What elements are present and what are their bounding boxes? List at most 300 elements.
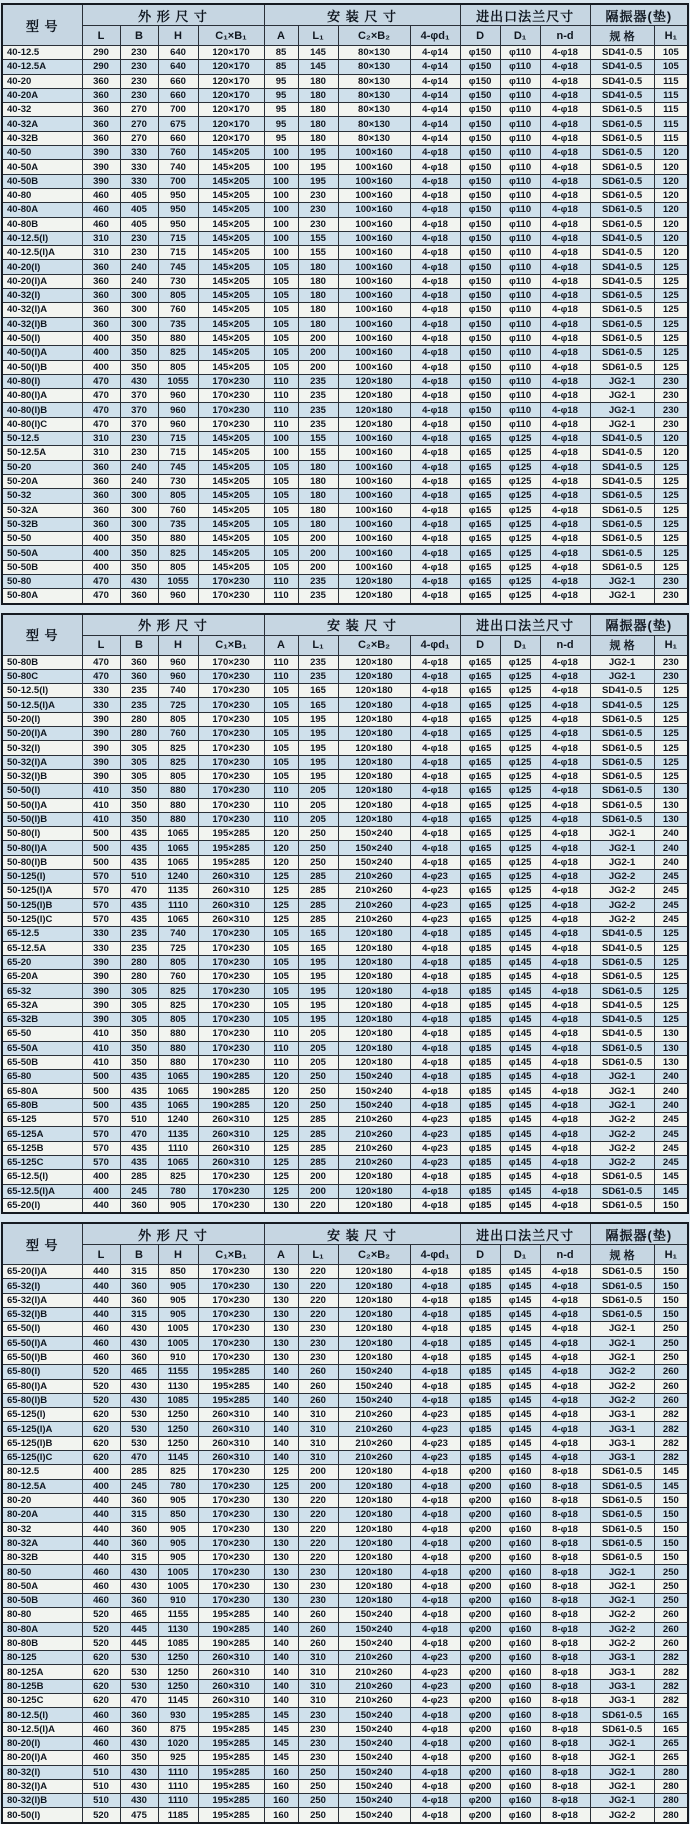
value-cell: 250: [298, 1098, 338, 1112]
value-cell: 120×180: [338, 589, 410, 604]
value-cell: 330: [120, 160, 158, 174]
table-row: [2, 1098, 688, 1112]
value-cell: 150×240: [338, 1636, 410, 1650]
value-cell: 120×180: [338, 1027, 410, 1041]
value-cell: 8-φ18: [540, 1694, 590, 1708]
value-cell: 150: [654, 1508, 688, 1522]
value-cell: 265: [654, 1736, 688, 1750]
value-cell: 1145: [158, 1451, 198, 1465]
value-cell: SD61-0.5: [590, 741, 654, 755]
table-row: [2, 798, 688, 812]
value-cell: 195×285: [198, 841, 264, 855]
value-cell: φ150: [460, 317, 500, 331]
value-cell: 4-φ18: [540, 1155, 590, 1169]
value-cell: 4-φ18: [410, 1779, 460, 1793]
value-cell: 360: [120, 1593, 158, 1607]
value-cell: 530: [120, 1436, 158, 1450]
spec-table-section-1: [1, 3, 689, 605]
value-cell: 300: [120, 289, 158, 303]
value-cell: SD41-0.5: [590, 260, 654, 274]
table-row: [2, 855, 688, 869]
col-header-12: H₁: [654, 635, 688, 655]
value-cell: 100×160: [338, 146, 410, 160]
table-row: [2, 1336, 688, 1350]
value-cell: JG2-2: [590, 1141, 654, 1155]
value-cell: φ200: [460, 1579, 500, 1593]
value-cell: 100: [264, 174, 298, 188]
table-row: [2, 698, 688, 712]
value-cell: 4-φ18: [540, 1170, 590, 1184]
value-cell: 310: [82, 446, 120, 460]
value-cell: SD61-0.5: [590, 1041, 654, 1055]
model-cell: 40-20: [2, 74, 82, 88]
value-cell: 130: [654, 1055, 688, 1069]
value-cell: JG2-2: [590, 1365, 654, 1379]
value-cell: 105: [264, 503, 298, 517]
value-cell: 4-φ18: [540, 1070, 590, 1084]
value-cell: SD61-0.5: [590, 174, 654, 188]
value-cell: 4-φ18: [410, 1170, 460, 1184]
value-cell: 245: [120, 1479, 158, 1493]
value-cell: φ165: [460, 474, 500, 488]
value-cell: 125: [654, 712, 688, 726]
value-cell: 195: [298, 146, 338, 160]
model-cell: 50-32: [2, 489, 82, 503]
value-cell: 230: [298, 1350, 338, 1364]
value-cell: 260×310: [198, 1694, 264, 1708]
value-cell: 200: [298, 532, 338, 546]
value-cell: JG3-1: [590, 1679, 654, 1693]
value-cell: 180: [298, 517, 338, 531]
value-cell: 1065: [158, 841, 198, 855]
value-cell: 310: [298, 1694, 338, 1708]
value-cell: 180: [298, 474, 338, 488]
value-cell: φ150: [460, 103, 500, 117]
value-cell: φ125: [500, 474, 540, 488]
model-cell: 40-80(I): [2, 374, 82, 388]
value-cell: 4-φ18: [540, 474, 590, 488]
value-cell: 4-φ14: [410, 117, 460, 131]
value-cell: φ145: [500, 1184, 540, 1198]
model-cell: 65-80(I)B: [2, 1393, 82, 1407]
table-row: [2, 1765, 688, 1779]
value-cell: 520: [82, 1608, 120, 1622]
value-cell: 305: [120, 755, 158, 769]
value-cell: 390: [82, 955, 120, 969]
table-row: [2, 1679, 688, 1693]
value-cell: 620: [82, 1665, 120, 1679]
value-cell: φ145: [500, 1379, 540, 1393]
value-cell: 4-φ14: [410, 88, 460, 102]
value-cell: 260: [298, 1393, 338, 1407]
value-cell: 230: [298, 1593, 338, 1607]
value-cell: SD61-0.5: [590, 532, 654, 546]
value-cell: φ185: [460, 1393, 500, 1407]
table-row: [2, 474, 688, 488]
value-cell: 150×240: [338, 1365, 410, 1379]
value-cell: 500: [82, 855, 120, 869]
col-header-6: C₂×B₂: [338, 635, 410, 655]
value-cell: 170×230: [198, 389, 264, 403]
value-cell: 4-φ18: [410, 317, 460, 331]
value-cell: 8-φ18: [540, 1779, 590, 1793]
value-cell: 435: [120, 1070, 158, 1084]
value-cell: φ145: [500, 1013, 540, 1027]
value-cell: 360: [82, 260, 120, 274]
value-cell: 530: [120, 1422, 158, 1436]
value-cell: 80×130: [338, 103, 410, 117]
value-cell: 500: [82, 1098, 120, 1112]
model-cell: 40-12.5A: [2, 60, 82, 74]
value-cell: 120×180: [338, 1336, 410, 1350]
value-cell: 170×230: [198, 1508, 264, 1522]
value-cell: φ165: [460, 755, 500, 769]
value-cell: 130: [654, 1027, 688, 1041]
value-cell: 4-φ18: [410, 1184, 460, 1198]
value-cell: 245: [654, 1141, 688, 1155]
value-cell: SD61-0.5: [590, 203, 654, 217]
value-cell: φ125: [500, 812, 540, 826]
value-cell: 170×230: [198, 1350, 264, 1364]
value-cell: 105: [264, 560, 298, 574]
model-cell: 65-80: [2, 1070, 82, 1084]
value-cell: φ110: [500, 231, 540, 245]
value-cell: φ150: [460, 403, 500, 417]
value-cell: 8-φ18: [540, 1465, 590, 1479]
value-cell: 260×310: [198, 1141, 264, 1155]
value-cell: 4-φ18: [410, 503, 460, 517]
table-row: [2, 1084, 688, 1098]
col-header-1: B: [120, 26, 158, 46]
value-cell: φ200: [460, 1736, 500, 1750]
value-cell: 300: [120, 317, 158, 331]
col-group-header-2: 进出口法兰尺寸: [460, 614, 590, 636]
value-cell: 460: [82, 203, 120, 217]
value-cell: 4-φ18: [540, 798, 590, 812]
value-cell: 875: [158, 1722, 198, 1736]
value-cell: 145×205: [198, 474, 264, 488]
value-cell: JG2-1: [590, 1579, 654, 1593]
value-cell: 120×170: [198, 131, 264, 145]
value-cell: 735: [158, 517, 198, 531]
value-cell: 125: [654, 489, 688, 503]
table-row: [2, 74, 688, 88]
value-cell: 170×230: [198, 698, 264, 712]
value-cell: 430: [120, 1765, 158, 1779]
value-cell: 4-φ18: [410, 460, 460, 474]
value-cell: φ110: [500, 188, 540, 202]
table-row: [2, 1794, 688, 1808]
table-row: [2, 174, 688, 188]
table-row: [2, 1665, 688, 1679]
value-cell: 100: [264, 446, 298, 460]
table-row: [2, 246, 688, 260]
value-cell: 4-φ23: [410, 898, 460, 912]
value-cell: φ125: [500, 755, 540, 769]
value-cell: 4-φ18: [410, 1608, 460, 1622]
value-cell: φ185: [460, 1170, 500, 1184]
value-cell: 1055: [158, 574, 198, 588]
model-cell: 40-20A: [2, 88, 82, 102]
value-cell: 170×230: [198, 1265, 264, 1279]
value-cell: 8-φ18: [540, 1593, 590, 1607]
value-cell: 4-φ18: [410, 669, 460, 683]
model-cell: 65-20: [2, 955, 82, 969]
value-cell: 165: [298, 698, 338, 712]
value-cell: φ145: [500, 1084, 540, 1098]
value-cell: 4-φ18: [540, 174, 590, 188]
value-cell: SD41-0.5: [590, 446, 654, 460]
value-cell: 245: [654, 884, 688, 898]
value-cell: SD41-0.5: [590, 60, 654, 74]
value-cell: 4-φ18: [540, 1322, 590, 1336]
table-row: [2, 684, 688, 698]
value-cell: 4-φ18: [410, 812, 460, 826]
value-cell: 4-φ18: [540, 146, 590, 160]
value-cell: 4-φ18: [540, 489, 590, 503]
value-cell: 125: [264, 1155, 298, 1169]
value-cell: 170×230: [198, 927, 264, 941]
value-cell: 105: [264, 684, 298, 698]
value-cell: JG2-1: [590, 589, 654, 604]
value-cell: 310: [82, 246, 120, 260]
value-cell: 180: [298, 317, 338, 331]
value-cell: 220: [298, 1293, 338, 1307]
value-cell: 435: [120, 841, 158, 855]
value-cell: SD61-0.5: [590, 117, 654, 131]
value-cell: 640: [158, 46, 198, 60]
value-cell: 290: [82, 60, 120, 74]
value-cell: φ185: [460, 1365, 500, 1379]
value-cell: 105: [264, 927, 298, 941]
value-cell: φ165: [460, 669, 500, 683]
value-cell: 445: [120, 1622, 158, 1636]
model-cell: 50-32(I): [2, 741, 82, 755]
value-cell: 80×130: [338, 74, 410, 88]
value-cell: 240: [654, 827, 688, 841]
value-cell: 4-φ18: [410, 589, 460, 604]
value-cell: 470: [120, 1694, 158, 1708]
value-cell: 120×180: [338, 1055, 410, 1069]
value-cell: 1065: [158, 912, 198, 926]
value-cell: SD41-0.5: [590, 1013, 654, 1027]
value-cell: 260: [298, 1365, 338, 1379]
value-cell: 125: [654, 984, 688, 998]
value-cell: JG2-2: [590, 1379, 654, 1393]
value-cell: SD61-0.5: [590, 360, 654, 374]
value-cell: 260: [298, 1379, 338, 1393]
value-cell: φ125: [500, 560, 540, 574]
value-cell: 360: [82, 474, 120, 488]
value-cell: 8-φ18: [540, 1479, 590, 1493]
model-cell: 50-32A: [2, 503, 82, 517]
value-cell: 95: [264, 74, 298, 88]
value-cell: 825: [158, 998, 198, 1012]
table-row: [2, 741, 688, 755]
value-cell: 280: [120, 712, 158, 726]
value-cell: φ200: [460, 1551, 500, 1565]
value-cell: 960: [158, 417, 198, 431]
value-cell: 745: [158, 460, 198, 474]
value-cell: 110: [264, 417, 298, 431]
value-cell: 100×160: [338, 346, 410, 360]
value-cell: 4-φ18: [540, 755, 590, 769]
value-cell: 4-φ18: [410, 289, 460, 303]
value-cell: φ185: [460, 1141, 500, 1155]
value-cell: 280: [654, 1808, 688, 1823]
value-cell: 200: [298, 1479, 338, 1493]
value-cell: 125: [264, 870, 298, 884]
value-cell: φ150: [460, 231, 500, 245]
value-cell: 100×160: [338, 203, 410, 217]
value-cell: 85: [264, 60, 298, 74]
value-cell: 100×160: [338, 460, 410, 474]
value-cell: 725: [158, 941, 198, 955]
value-cell: φ145: [500, 1293, 540, 1307]
value-cell: 4-φ18: [540, 360, 590, 374]
table-row: [2, 1322, 688, 1336]
model-cell: 80-32: [2, 1522, 82, 1536]
value-cell: 125: [654, 941, 688, 955]
value-cell: 620: [82, 1451, 120, 1465]
value-cell: 4-φ18: [410, 955, 460, 969]
value-cell: φ165: [460, 560, 500, 574]
value-cell: 905: [158, 1308, 198, 1322]
value-cell: 430: [120, 1579, 158, 1593]
value-cell: 4-φ18: [540, 532, 590, 546]
value-cell: 125: [654, 460, 688, 474]
value-cell: 100×160: [338, 289, 410, 303]
value-cell: 105: [264, 532, 298, 546]
value-cell: 410: [82, 1055, 120, 1069]
value-cell: 280: [654, 1779, 688, 1793]
table-row: [2, 1265, 688, 1279]
value-cell: φ165: [460, 574, 500, 588]
value-cell: 1110: [158, 1794, 198, 1808]
value-cell: 160: [264, 1765, 298, 1779]
value-cell: 1130: [158, 1379, 198, 1393]
value-cell: φ125: [500, 870, 540, 884]
value-cell: 430: [120, 574, 158, 588]
value-cell: SD61-0.5: [590, 317, 654, 331]
value-cell: 170×230: [198, 1322, 264, 1336]
model-cell: 50-32(I)A: [2, 755, 82, 769]
value-cell: 120×180: [338, 389, 410, 403]
value-cell: 115: [654, 88, 688, 102]
value-cell: 130: [264, 1293, 298, 1307]
value-cell: 170×230: [198, 1551, 264, 1565]
value-cell: 250: [298, 827, 338, 841]
value-cell: φ150: [460, 46, 500, 60]
value-cell: 400: [82, 1465, 120, 1479]
value-cell: 250: [298, 1765, 338, 1779]
value-cell: 430: [120, 1565, 158, 1579]
value-cell: 4-φ18: [410, 1055, 460, 1069]
value-cell: 120×170: [198, 46, 264, 60]
value-cell: 195×285: [198, 1365, 264, 1379]
value-cell: 130: [264, 1322, 298, 1336]
value-cell: JG2-1: [590, 855, 654, 869]
value-cell: 8-φ18: [540, 1551, 590, 1565]
model-cell: 40-80A: [2, 203, 82, 217]
value-cell: 260×310: [198, 1665, 264, 1679]
value-cell: φ125: [500, 712, 540, 726]
value-cell: φ150: [460, 60, 500, 74]
value-cell: 170×230: [198, 1522, 264, 1536]
model-cell: 40-50(I)B: [2, 360, 82, 374]
value-cell: 350: [120, 1041, 158, 1055]
value-cell: 230: [298, 1736, 338, 1750]
value-cell: 400: [82, 560, 120, 574]
table-row: [2, 1551, 688, 1565]
value-cell: 4-φ18: [540, 970, 590, 984]
value-cell: 170×230: [198, 1593, 264, 1607]
value-cell: 4-φ18: [410, 1579, 460, 1593]
col-header-8: D: [460, 1245, 500, 1265]
value-cell: 130: [654, 798, 688, 812]
value-cell: 100×160: [338, 503, 410, 517]
value-cell: φ150: [460, 389, 500, 403]
value-cell: JG2-1: [590, 1350, 654, 1364]
value-cell: φ160: [500, 1694, 540, 1708]
value-cell: φ200: [460, 1794, 500, 1808]
value-cell: 725: [158, 698, 198, 712]
value-cell: 4-φ18: [410, 1708, 460, 1722]
value-cell: 195×285: [198, 1708, 264, 1722]
value-cell: 4-φ18: [540, 884, 590, 898]
value-cell: 100×160: [338, 303, 410, 317]
value-cell: 960: [158, 389, 198, 403]
model-cell: 80-20(I)A: [2, 1751, 82, 1765]
value-cell: 100×160: [338, 517, 410, 531]
table-row: [2, 812, 688, 826]
value-cell: 570: [82, 884, 120, 898]
value-cell: 145×205: [198, 260, 264, 274]
value-cell: 125: [264, 1170, 298, 1184]
table-row: [2, 346, 688, 360]
value-cell: φ165: [460, 884, 500, 898]
value-cell: 510: [120, 1113, 158, 1127]
value-cell: 4-φ23: [410, 1451, 460, 1465]
col-header-5: L₁: [298, 635, 338, 655]
model-cell: 40-12.5(I): [2, 231, 82, 245]
value-cell: 315: [120, 1308, 158, 1322]
col-header-11: 规 格: [590, 635, 654, 655]
value-cell: 8-φ18: [540, 1751, 590, 1765]
value-cell: 230: [298, 1722, 338, 1736]
value-cell: 100×160: [338, 160, 410, 174]
value-cell: 310: [298, 1451, 338, 1465]
value-cell: φ145: [500, 1308, 540, 1322]
value-cell: 250: [298, 841, 338, 855]
value-cell: 4-φ18: [540, 303, 590, 317]
value-cell: φ165: [460, 784, 500, 798]
table-row: [2, 1055, 688, 1069]
value-cell: φ150: [460, 217, 500, 231]
col-header-3: C₁×B₁: [198, 1245, 264, 1265]
value-cell: 170×230: [198, 1041, 264, 1055]
value-cell: 195: [298, 998, 338, 1012]
value-cell: 260: [654, 1393, 688, 1407]
value-cell: 105: [264, 303, 298, 317]
value-cell: 4-φ18: [540, 1308, 590, 1322]
value-cell: 1065: [158, 1084, 198, 1098]
value-cell: φ185: [460, 1027, 500, 1041]
value-cell: JG2-2: [590, 1393, 654, 1407]
value-cell: 430: [120, 1794, 158, 1808]
value-cell: 80×130: [338, 60, 410, 74]
value-cell: 370: [120, 403, 158, 417]
